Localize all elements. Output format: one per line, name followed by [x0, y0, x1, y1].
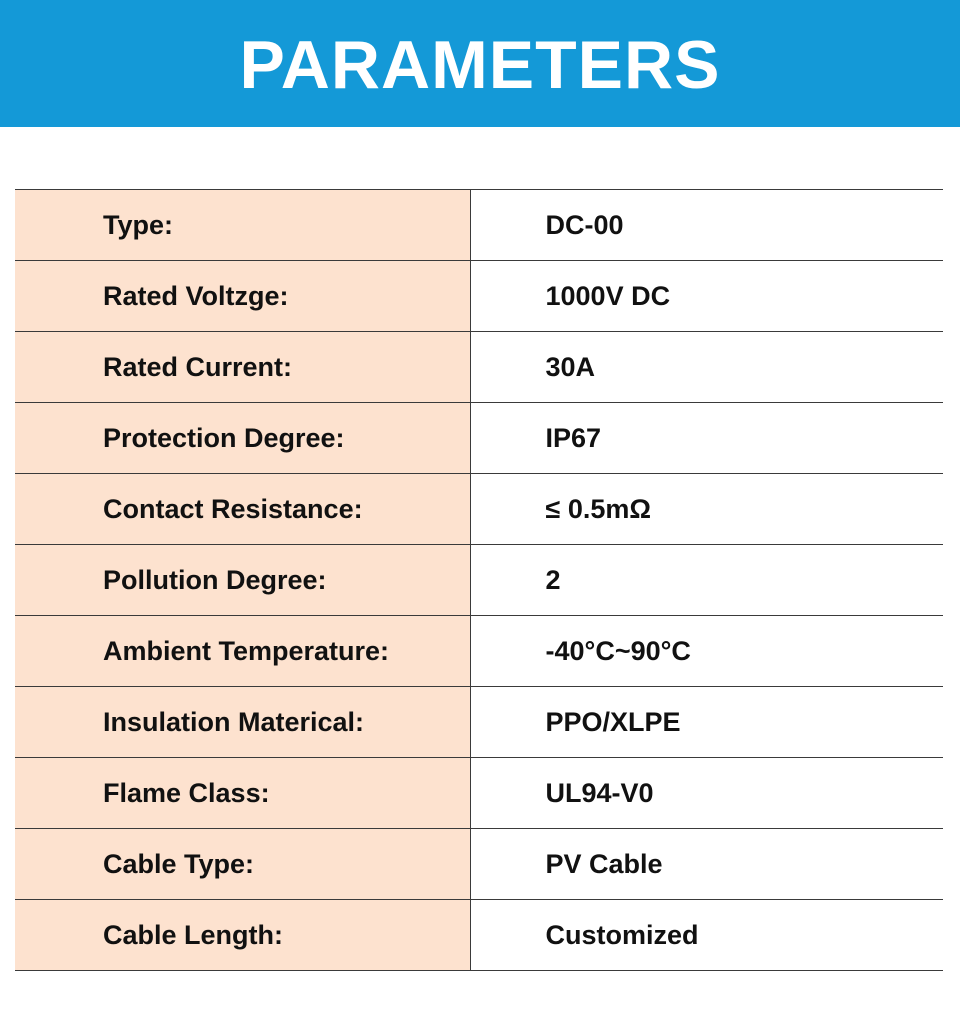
- table-row: [15, 261, 943, 332]
- parameter-label: Type:: [15, 190, 470, 261]
- table-row: [15, 687, 943, 758]
- table-row: [15, 332, 943, 403]
- parameter-value: -40°C~90°C: [470, 616, 943, 687]
- table-row: [15, 474, 943, 545]
- parameter-value: ≤ 0.5mΩ: [470, 474, 943, 545]
- table-row: [15, 403, 943, 474]
- table-row: [15, 829, 943, 900]
- table-row: [15, 900, 943, 971]
- table-row: [15, 616, 943, 687]
- parameter-label: Protection Degree:: [15, 403, 470, 474]
- parameter-value: 30A: [470, 332, 943, 403]
- parameter-label: Contact Resistance:: [15, 474, 470, 545]
- table-row: [15, 758, 943, 829]
- parameter-value: 1000V DC: [470, 261, 943, 332]
- parameters-table: [15, 189, 943, 971]
- parameter-label: Cable Length:: [15, 900, 470, 971]
- parameter-label: Pollution Degree:: [15, 545, 470, 616]
- parameter-value: IP67: [470, 403, 943, 474]
- parameter-value: Customized: [470, 900, 943, 971]
- header-banner: [0, 0, 960, 127]
- parameter-label: Flame Class:: [15, 758, 470, 829]
- parameter-label: Rated Current:: [15, 332, 470, 403]
- parameter-label: Ambient Temperature:: [15, 616, 470, 687]
- parameter-value: DC-00: [470, 190, 943, 261]
- parameter-value: 2: [470, 545, 943, 616]
- parameter-value: UL94-V0: [470, 758, 943, 829]
- table-row: [15, 190, 943, 261]
- page-title: PARAMETERS: [239, 26, 721, 103]
- parameter-label: Rated Voltzge:: [15, 261, 470, 332]
- table-row: [15, 545, 943, 616]
- parameter-value: PPO/XLPE: [470, 687, 943, 758]
- parameter-label: Cable Type:: [15, 829, 470, 900]
- parameter-label: Insulation Materical:: [15, 687, 470, 758]
- parameter-value: PV Cable: [470, 829, 943, 900]
